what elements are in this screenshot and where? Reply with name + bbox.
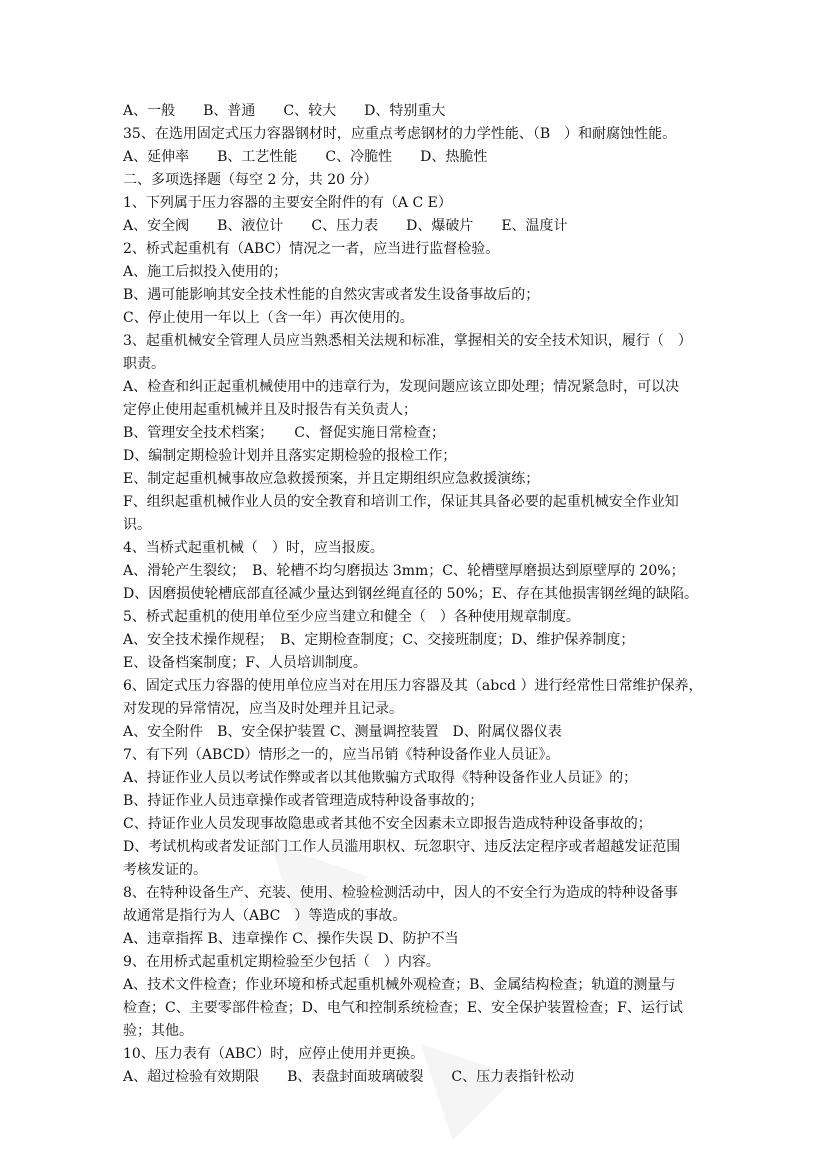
text-line: A、安全附件 B、安全保护装置 C、测量调控装置 D、附属仪器仪表	[123, 724, 562, 740]
document-body	[123, 100, 713, 1089]
text-line: A、延伸率 B、工艺性能 C、冷脆性 D、热脆性	[123, 149, 488, 165]
text-line: A、持证作业人员以考试作弊或者以其他欺骗方式取得《特种设备作业人员证》的；	[123, 770, 638, 786]
text-line: D、因磨损使轮槽底部直径减少量达到钢丝绳直径的 50%；E、存在其他损害钢丝绳的缺陷。	[123, 586, 699, 602]
text-line: B、持证作业人员违章操作或者管理造成特种设备事故的；	[123, 793, 484, 809]
text-line: 对发现的异常情况，应当及时处理并且记录。	[123, 701, 403, 717]
text-line: 定停止使用起重机械并且及时报告有关负责人；	[123, 402, 417, 418]
text-line: 9、在用桥式起重机定期检验至少包括（ ）内容。	[123, 954, 440, 970]
text-line: 4、当桥式起重机械（ ）时，应当报废。	[123, 540, 384, 556]
text-line: C、停止使用一年以上（含一年）再次使用的。	[123, 310, 414, 326]
text-line: E、设备档案制度；F、人员培训制度。	[123, 655, 367, 671]
text-line: A、检查和纠正起重机械使用中的违章行为，发现问题应该立即处理；情况紧急时，可以决	[123, 379, 680, 395]
text-line: A、施工后拟投入使用的；	[123, 264, 288, 280]
text-line: 二、多项选择题（每空 2 分，共 20 分）	[123, 172, 378, 188]
text-line: A、安全阀 B、液位计 C、压力表 D、爆破片 E、温度计	[123, 218, 568, 234]
text-line: 故通常是指行为人（ABC ）等造成的事故。	[123, 908, 407, 924]
text-line: 7、有下列（ABCD）情形之一的，应当吊销《特种设备作业人员证》。	[123, 747, 560, 763]
text-line: 8、在特种设备生产、充装、使用、检验检测活动中，因人的不安全行为造成的特种设备事	[123, 885, 678, 901]
text-line: A、一般 B、普通 C、较大 D、特别重大	[123, 103, 446, 119]
text-line: 1、下列属于压力容器的主要安全附件的有（A C E）	[123, 195, 452, 211]
text-line: C、持证作业人员发现事故隐患或者其他不安全因素未立即报告造成特种设备事故的；	[123, 816, 652, 832]
text-line: A、安全技术操作规程； B、定期检查制度；C、交接班制度；D、维护保养制度；	[123, 632, 635, 648]
text-line: A、技术文件检查；作业环境和桥式起重机械外观检查；B、金属结构检查；轨道的测量与	[123, 977, 676, 993]
text-line: F、组织起重机械作业人员的安全教育和培训工作，保证其具备必要的起重机械安全作业知	[123, 494, 679, 510]
text-line: 35、在选用固定式压力容器钢材时，应重点考虑钢材的力学性能、（B ）和耐腐蚀性能。	[123, 126, 677, 142]
text-line: D、考试机构或者发证部门工作人员滥用职权、玩忽职守、违反法定程序或者超越发证范围	[123, 839, 681, 855]
text-line: 职责。	[123, 356, 165, 372]
text-line: 5、桥式起重机的使用单位至少应当建立和健全（ ）各种使用规章制度。	[123, 609, 580, 625]
text-line: 考核发证的。	[123, 862, 207, 878]
text-line: D、编制定期检验计划并且落实定期检验的报检工作；	[123, 448, 457, 464]
text-line: 2、桥式起重机有（ABC）情况之一者，应当进行监督检验。	[123, 241, 500, 257]
text-line: B、管理安全技术档案； C、督促实施日常检查；	[123, 425, 445, 441]
text-line: 检查；C、主要零部件检查；D、电气和控制系统检查；E、安全保护装置检查；F、运行试	[123, 1000, 683, 1016]
text-line: B、遇可能影响其安全技术性能的自然灾害或者发生设备事故后的；	[123, 287, 540, 303]
text-line: 3、起重机械安全管理人员应当熟悉相关法规和标准，掌握相关的安全技术知识，履行（ ）	[123, 333, 692, 349]
text-line: 识。	[123, 517, 151, 533]
text-line: E、制定起重机械事故应急救援预案，并且定期组织应急救援演练；	[123, 471, 540, 487]
text-line: A、滑轮产生裂纹； B、轮槽不均匀磨损达 3mm；C、轮槽壁厚磨损达到原壁厚的 20%；	[123, 563, 685, 579]
text-line: 10、压力表有（ABC）时，应停止使用并更换。	[123, 1046, 425, 1062]
text-line: 验；其他。	[123, 1023, 193, 1039]
text-line: 6、固定式压力容器的使用单位应当对在用压力容器及其（abcd ）进行经常性日常维护保养，	[123, 678, 703, 694]
text-line: A、超过检验有效期限 B、表盘封面玻璃破裂 C、压力表指针松动	[123, 1069, 575, 1085]
text-line: A、违章指挥 B、违章操作 C、操作失误 D、防护不当	[123, 931, 459, 947]
